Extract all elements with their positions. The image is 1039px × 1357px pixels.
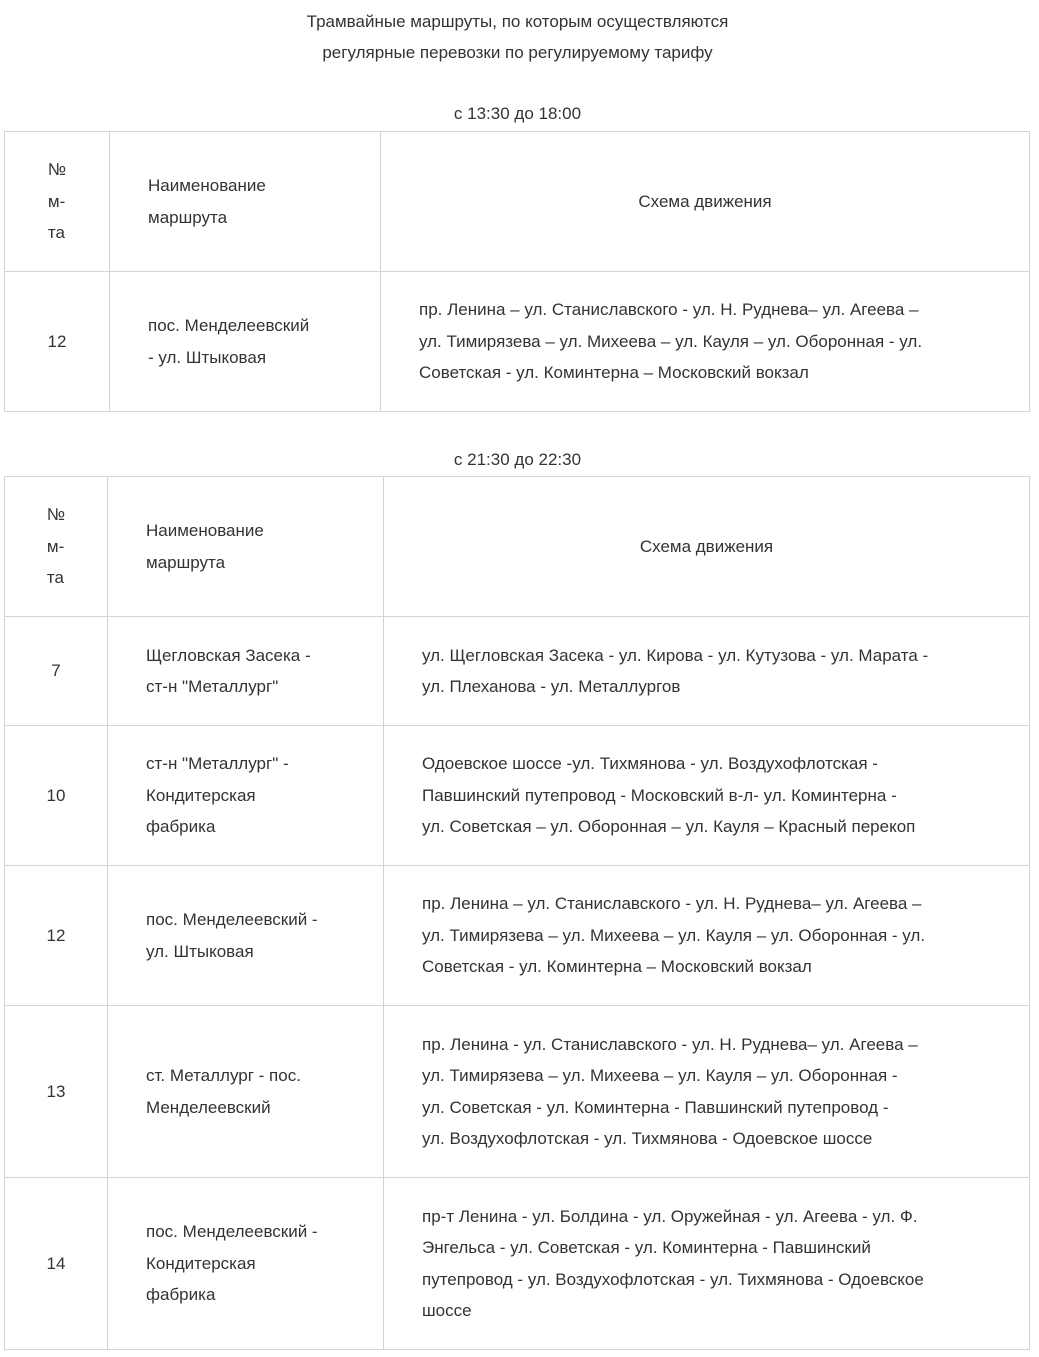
header-number-cell: [5, 132, 110, 272]
route-scheme-line: пр. Ленина – ул. Станиславского - ул. Н. Руднева– ул. Агеева –: [419, 300, 919, 320]
table-row: [5, 1006, 1030, 1178]
route-name-line: Менделеевский: [146, 1097, 271, 1117]
route-scheme-line: пр. Ленина - ул. Станиславского - ул. Н. Руднева– ул. Агеева –: [422, 1034, 918, 1054]
route-number: 13: [5, 1006, 108, 1178]
route-name-line: ул. Штыковая: [146, 941, 254, 961]
route-scheme-line: ул. Щегловская Засека - ул. Кирова - ул. Кутузова - ул. Марата -: [422, 645, 929, 665]
table-1-caption: с 13:30 до 18:00: [453, 104, 582, 123]
table-row: [5, 272, 1030, 412]
route-name-line: пос. Менделеевский -: [146, 910, 318, 929]
route-scheme: [381, 272, 1030, 412]
route-scheme-line: ул. Плеханова - ул. Металлургов: [422, 677, 681, 696]
route-name: [108, 617, 384, 726]
header-number-line: м-: [47, 191, 66, 211]
table-row: [5, 726, 1030, 866]
header-name-line: Наименование: [148, 176, 266, 195]
table-row: [5, 866, 1030, 1006]
route-scheme-line: Одоевское шоссе -ул. Тихмянова - ул. Воздухофлотская -: [422, 754, 878, 774]
header-name-line: маршрута: [148, 207, 228, 227]
route-name: [108, 726, 384, 866]
route-number: 7: [5, 617, 108, 726]
route-scheme-line: ул. Тимирязева – ул. Михеева – ул. Кауля – ул. Оборонная -: [422, 1066, 898, 1085]
route-name-line: - ул. Штыковая: [148, 347, 267, 367]
header-number-line: та: [47, 223, 65, 243]
page-title-line-1: Трамвайные маршруты, по которым осуществляются: [306, 12, 729, 31]
route-name-line: ст. Металлург - пос.: [146, 1066, 301, 1085]
route-scheme-line: ул. Тимирязева – ул. Михеева – ул. Кауля – ул. Оборонная - ул.: [422, 925, 926, 945]
page-title-line-2: регулярные перевозки по регулируемому тарифу: [322, 43, 713, 62]
header-number-line: №: [47, 160, 67, 180]
route-scheme-line: ул. Советская – ул. Оборонная – ул. Кауля – Красный перекоп: [422, 817, 916, 837]
table-header-row: [5, 477, 1030, 617]
route-scheme-line: Энгельса - ул. Советская - ул. Коминтерна - Павшинский: [422, 1238, 871, 1257]
route-number: 12: [5, 866, 108, 1006]
route-name-line: пос. Менделеевский: [148, 316, 310, 335]
header-number-line: та: [46, 568, 64, 588]
route-scheme-line: пр. Ленина – ул. Станиславского - ул. Н. Руднева– ул. Агеева –: [422, 894, 922, 914]
header-scheme-cell: Схема движения: [381, 132, 1030, 272]
routes-table-2: [4, 476, 1030, 1350]
route-name-line: фабрика: [146, 1285, 216, 1305]
route-scheme: [384, 1178, 1030, 1350]
route-name: [110, 272, 381, 412]
route-name-line: Кондитерская: [146, 785, 256, 805]
header-number-line: м-: [46, 536, 65, 556]
route-scheme-line: Советская - ул. Коминтерна – Московский вокзал: [422, 957, 812, 977]
table-header-row: [5, 132, 1030, 272]
route-scheme-line: ул. Советская - ул. Коминтерна - Павшинский путепровод -: [422, 1097, 889, 1117]
header-number-cell: [5, 477, 108, 617]
route-scheme-line: ул. Тимирязева – ул. Михеева – ул. Кауля – ул. Оборонная - ул.: [419, 331, 923, 351]
header-name-cell: [108, 477, 384, 617]
route-number: 12: [5, 272, 110, 412]
route-scheme: [384, 1006, 1030, 1178]
route-name: [108, 1178, 384, 1350]
header-name-line: маршрута: [146, 552, 226, 572]
route-name-line: фабрика: [146, 817, 216, 837]
table-row: [5, 617, 1030, 726]
route-name-line: Кондитерская: [146, 1253, 256, 1273]
header-name-cell: [110, 132, 381, 272]
route-scheme-line: Павшинский путепровод - Московский в-л- ул. Коминтерна -: [422, 785, 897, 805]
route-number: 10: [5, 726, 108, 866]
route-scheme-line: путепровод - ул. Воздухофлотская - ул. Тихмянова - Одоевское: [422, 1269, 924, 1289]
route-name: [108, 1006, 384, 1178]
table-2-caption: с 21:30 до 22:30: [453, 450, 582, 469]
table-row: [5, 1178, 1030, 1350]
route-scheme-line: Советская - ул. Коминтерна – Московский вокзал: [419, 363, 809, 383]
header-name-line: Наименование: [146, 521, 264, 540]
route-scheme-line: шоссе: [422, 1301, 472, 1320]
route-scheme-line: ул. Воздухофлотская - ул. Тихмянова - Одоевское шоссе: [422, 1129, 873, 1148]
route-scheme: [384, 617, 1030, 726]
route-scheme-line: пр-т Ленина - ул. Болдина - ул. Оружейная - ул. Агеева - ул. Ф.: [422, 1206, 918, 1226]
route-scheme: [384, 866, 1030, 1006]
header-scheme-cell: Схема движения: [384, 477, 1030, 617]
routes-table-1: [4, 131, 1030, 412]
route-name-line: ст-н "Металлург": [146, 677, 279, 696]
page-title: [0, 6, 1035, 68]
route-scheme: [384, 726, 1030, 866]
route-name-line: ст-н "Металлург" -: [146, 754, 289, 774]
route-name: [108, 866, 384, 1006]
header-number-line: №: [46, 505, 66, 525]
route-name-line: пос. Менделеевский -: [146, 1222, 318, 1242]
route-number: 14: [5, 1178, 108, 1350]
route-name-line: Щегловская Засека -: [146, 645, 311, 665]
